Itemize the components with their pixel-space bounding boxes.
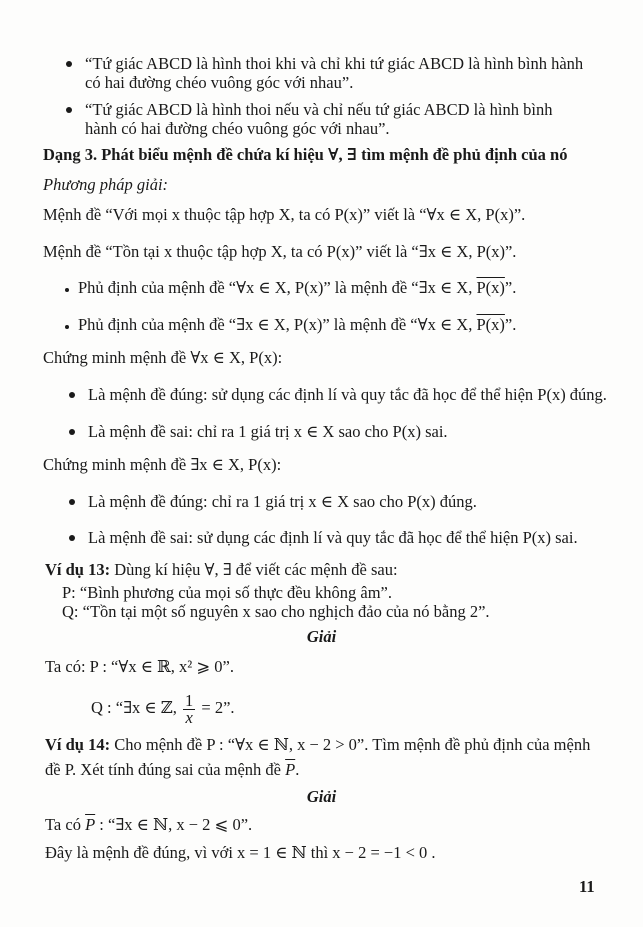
example-14: Ví dụ 14: Cho mệnh đề P : “∀x ∈ ℕ, x − 2 > 0”. Tìm mệnh đề phủ định của mệnh — [45, 735, 591, 754]
proof-item: Là mệnh đề đúng: sử dụng các định lí và quy tắc đã học để thể hiện P(x) đúng. — [88, 385, 607, 404]
negation-rule: Phủ định của mệnh đề “∃x ∈ X, P(x)” là mệnh đề “∀x ∈ X, P(x)”. — [78, 315, 517, 334]
example-14-line2: đề P. Xét tính đúng sai của mệnh đề $\overline{P}$. — [45, 760, 300, 779]
proof-item: Là mệnh đề đúng: chỉ ra 1 giá trị x ∈ X sao cho P(x) đúng. — [88, 492, 477, 511]
solution-conclusion: Đây là mệnh đề đúng, vì với x = 1 ∈ ℕ thì x − 2 = −1 < 0 . — [45, 843, 436, 862]
bullet-text: “Tứ giác ABCD là hình thoi khi và chỉ khi tứ giác ABCD là hình bình hành — [85, 54, 584, 73]
definition-forall: Mệnh đề “Với mọi x thuộc tập hợp X, ta có P(x)” viết là “∀x ∈ X, P(x)”. — [43, 205, 526, 224]
bullet-icon — [69, 429, 75, 435]
solution-q: Q : “∃x ∈ ℤ, $\frac{1}{x}$ = 2”. — [91, 690, 235, 727]
bullet-icon — [69, 392, 75, 398]
proof-heading: Chứng minh mệnh đề ∀x ∈ X, P(x): — [43, 348, 283, 367]
proof-heading: Chứng minh mệnh đề ∃x ∈ X, P(x): — [43, 455, 282, 474]
proof-item: Là mệnh đề sai: chỉ ra 1 giá trị x ∈ X sao cho P(x) sai. — [88, 422, 448, 441]
solution-negation: Ta có $\overline{P}$ : “∃x ∈ ℕ, x − 2 ⩽ 0”. — [45, 815, 253, 834]
bullet-text: “Tứ giác ABCD là hình thoi nếu và chỉ nếu tứ giác ABCD là hình bình — [85, 100, 553, 119]
proof-item: Là mệnh đề sai: sử dụng các định lí và quy tắc đã học để thể hiện P(x) sai. — [88, 528, 578, 547]
bullet-text: có hai đường chéo vuông góc với nhau”. — [85, 73, 354, 92]
solution-label: Giải — [306, 627, 337, 646]
solution-label: Giải — [306, 787, 337, 806]
bullet-text: hành có hai đường chéo vuông góc với nhau”. — [85, 119, 390, 138]
example-13-q: Q: “Tồn tại một số nguyên x sao cho nghịch đảo của nó bằng 2”. — [62, 602, 490, 621]
page-number: 11 — [579, 877, 595, 896]
bullet-icon — [69, 535, 75, 541]
example-13: Ví dụ 13: Dùng kí hiệu ∀, ∃ để viết các mệnh đề sau: — [45, 560, 398, 579]
example-13-p: P: “Bình phương của mọi số thực đều không âm”. — [62, 583, 392, 602]
fraction: $\frac{1}{x}$ — [185, 690, 194, 727]
bullet-icon — [69, 499, 75, 505]
definition-exists: Mệnh đề “Tồn tại x thuộc tập hợp X, ta có P(x)” viết là “∃x ∈ X, P(x)”. — [43, 242, 517, 261]
method-label: Phương pháp giải: — [43, 175, 169, 194]
bullet-icon — [66, 107, 72, 113]
negation-rule: Phủ định của mệnh đề “∀x ∈ X, P(x)” là mệnh đề “∃x ∈ X, P(x)”. — [78, 278, 517, 297]
bullet-icon — [65, 288, 69, 292]
bullet-icon — [66, 61, 72, 67]
bullet-icon — [65, 325, 69, 329]
solution-p: Ta có: P : “∀x ∈ ℝ, x² ⩾ 0”. — [45, 657, 234, 676]
section-title: Dạng 3. Phát biểu mệnh đề chứa kí hiệu ∀, ∃ tìm mệnh đề phủ định của nó — [43, 145, 568, 164]
